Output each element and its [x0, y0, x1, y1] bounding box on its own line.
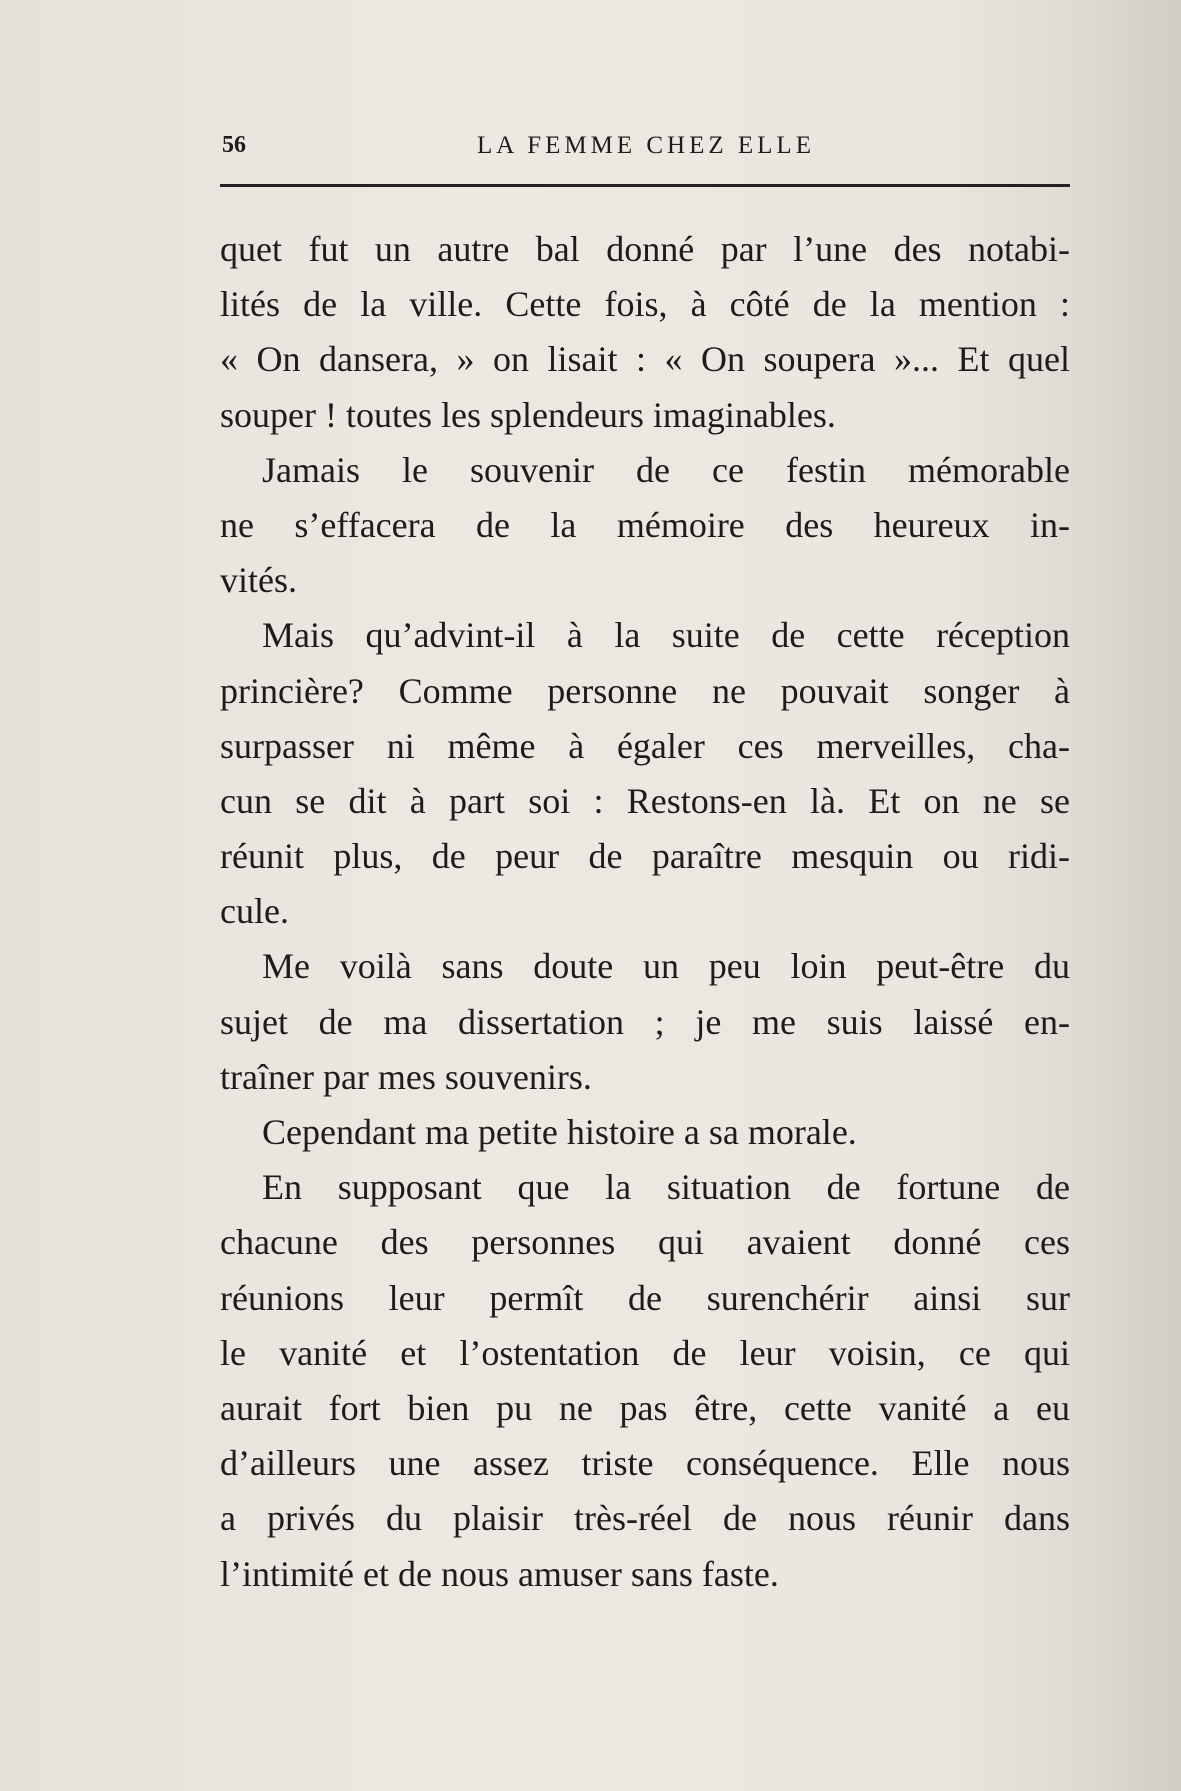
text-line: Me voilà sans doute un peu loin peut-être du: [262, 946, 1070, 987]
text-line: lités de la ville. Cette fois, à côté de la mention :: [220, 284, 1070, 325]
text-line: cule.: [220, 891, 289, 932]
page-number: 56: [222, 132, 246, 158]
text-line: quet fut un autre bal donné par l’une des notabi-: [220, 229, 1070, 269]
text-line: En supposant que la situation de fortune de: [262, 1167, 1070, 1208]
text-line: traîner par mes souvenirs.: [220, 1056, 592, 1097]
text-line: ne s’effacera de la mémoire des heureux in-: [220, 504, 1070, 545]
text-line: surpasser ni même à égaler ces merveilles, cha-: [220, 725, 1070, 766]
text-line: réunit plus, de peur de paraître mesquin ou ridi-: [220, 836, 1070, 877]
text-line: réunions leur permît de surenchérir ainsi sur: [220, 1277, 1070, 1318]
text-line: « On dansera, » on lisait : « On soupera »... Et quel: [220, 339, 1070, 380]
running-title: LA FEMME CHEZ ELLE: [477, 132, 815, 159]
text-line: aurait fort bien pu ne pas être, cette vanité a eu: [220, 1387, 1070, 1428]
running-header: [222, 128, 1070, 168]
header-rule: [220, 184, 1070, 187]
text-line: Cependant ma petite histoire a sa morale.: [262, 1112, 857, 1152]
text-line: princière? Comme personne ne pouvait songer à: [220, 670, 1070, 711]
text-line: vités.: [220, 560, 297, 601]
text-line: sujet de ma dissertation ; je me suis laissé en-: [220, 1001, 1070, 1042]
text-line: Jamais le souvenir de ce festin mémorable: [262, 449, 1070, 490]
text-line: Mais qu’advint-il à la suite de cette réception: [262, 615, 1070, 656]
text-line: le vanité et l’ostentation de leur voisin, ce qui: [220, 1332, 1070, 1373]
text-line: a privés du plaisir très-réel de nous réunir dans: [220, 1498, 1070, 1539]
text-line: l’intimité et de nous amuser sans faste.: [220, 1553, 779, 1594]
text-line: d’ailleurs une assez triste conséquence. Elle nous: [220, 1443, 1070, 1484]
text-line: cun se dit à part soi : Restons-en là. Et on ne se: [220, 780, 1070, 821]
text-line: chacune des personnes qui avaient donné ces: [220, 1222, 1070, 1263]
body-text: [220, 222, 1070, 1602]
text-line: souper ! toutes les splendeurs imaginables.: [220, 394, 836, 435]
